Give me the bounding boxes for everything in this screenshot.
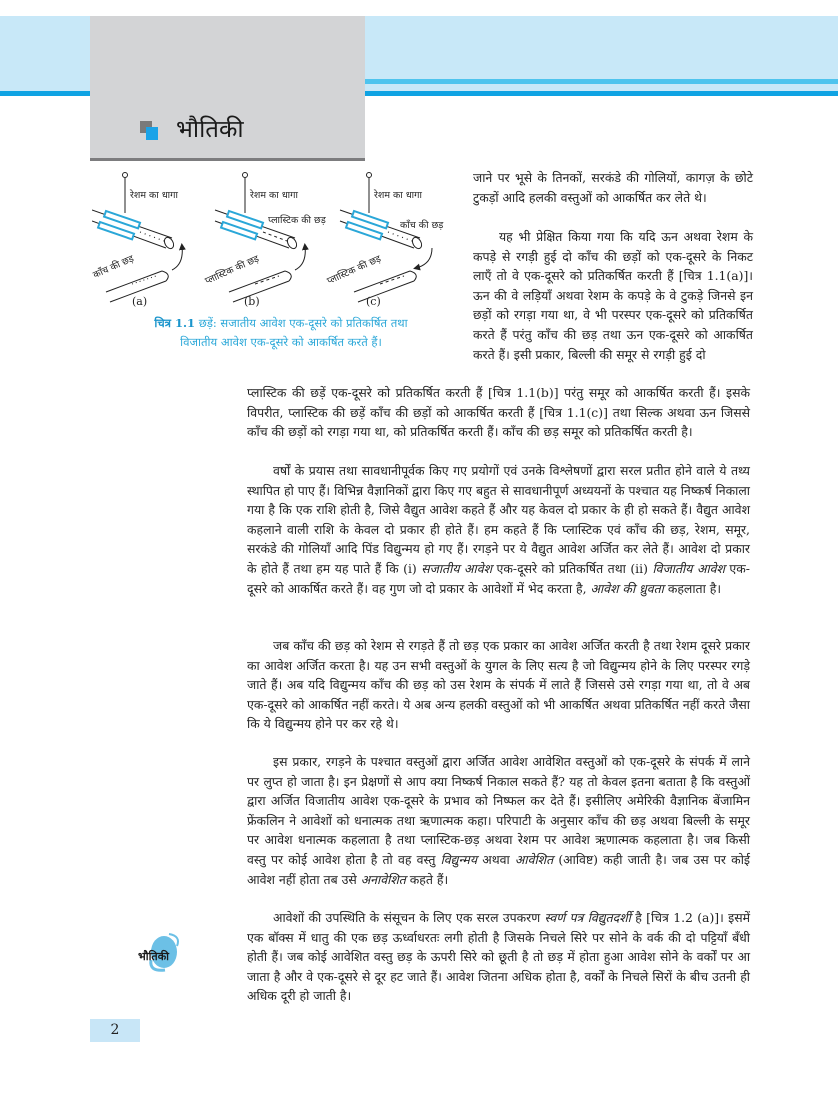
p3-term-polarity: आवेश की ध्रुवता — [590, 580, 664, 596]
p6-term-electroscope: स्वर्ण पत्र विद्युतदर्शी — [544, 910, 631, 925]
p5-term-neutral: अनावेशित — [360, 871, 406, 887]
paragraph-right-1: जाने पर भूसे के तिनकों, सरकंडे की गोलियों, कागज़ के छोटे टुकड़ों आदि हलकी वस्तुओं को आकर्षित कर लेते थे। — [473, 170, 753, 205]
caption-text-line2: विजातीय आवेश एक-दूसरे को आकर्षित करते हैं। — [180, 335, 382, 349]
label-plastic-rod-b-upper: प्लास्टिक की छड़ — [268, 215, 326, 226]
p3-text-b: एक-दूसरे को प्रतिकर्षित तथा (ii) — [492, 560, 653, 576]
p3-text-d: कहलाता है। — [663, 580, 722, 596]
header-thin-rule — [365, 79, 838, 84]
p3-term-unlike-charges: विजातीय आवेश — [652, 560, 725, 576]
paragraph-2-continued: प्लास्टिक की छड़ें एक-दूसरे को प्रतिकर्षित करती हैं [चित्र 1.1(b)] परंतु समूर को आकर्षित करती हैं। इसके विपरीत, प्लास्टिक की छड़ें काँच की छड़ों को आकर्षित करती हैं [चित्र 1.1(c)] तथा सिल्क अथवा ऊन जिससे काँच की छड़ों को रगड़ा गया था, को प्रतिकर्षित करती हैं। काँच की छड़ समूर को प्रतिकर्षित करती है। — [247, 385, 750, 440]
blue-square — [146, 127, 158, 140]
sublabel-b: (b) — [244, 295, 260, 308]
paragraph-6 — [247, 908, 750, 1006]
p5-term-electrified: विद्युन्मय — [440, 851, 478, 867]
p6-text-b: है [चित्र 1.2 (a)]। इसमें एक बॉक्स में धातु की एक छड़ ऊर्ध्वाधरतः लगी होती है जिसके निचले सिरे पर सोने के वर्क की दो पट्टियाँ बँधी होती हैं। जब कोई आवेशित वस्तु छड़ के ऊपरी सिरे को छूती है तो छड़ में होता हुआ आवेश सोने के वर्कों पर आ जाता है और वे एक-दूसरे से दूर हट जाते हैं। आवेश जितना अधिक होता है, वर्कों के निचले सिरों के बीच उतनी ही अधिक दूरी हो जाती है। — [247, 910, 750, 1004]
p3-text-c: एक-दूसरे को आकर्षित करते हैं। वह गुण जो दो प्रकार के आवेशों में भेद करता है, — [247, 560, 750, 596]
p6-text-a: आवेशों की उपस्थिति के संसूचन के लिए एक सरल उपकरण — [273, 910, 545, 925]
p5-text-a: इस प्रकार, रगड़ने के पश्चात वस्तुओं द्वारा अर्जित आवेश आवेशित वस्तुओं को एक-दूसरे के संपर्क में लाने पर लुप्त हो जाता है। इन प्रेक्षणों से आप क्या निष्कर्ष निकाल सकते हैं? यह तो केवल इतना बताता है कि वस्तुओं द्वारा अर्जित विजातीय आवेश एक-दूसरे के प्रभाव को निष्फल कर देते हैं। इसीलिए अमेरिकी वैज्ञानिक बेंजामिन फ्रेंकलिन ने आवेशों को धनात्मक तथा ऋणात्मक कहा। परिपाटी के अनुसार काँच की छड़ अथवा बिल्ली के समूर पर आवेश धनात्मक कहलाता है तथा प्लास्टिक-छड़ अथवा रेशम पर आवेश ऋणात्मक कहलाता है। जब किसी वस्तु पर कोई आवेश होता है तो वह वस्तु — [247, 754, 750, 867]
figure-caption — [96, 314, 466, 352]
sublabel-c: (c) — [366, 295, 381, 308]
label-glass-rod-c-upper: काँच की छड़ — [400, 220, 444, 231]
subject-title: भौतिकी — [176, 115, 244, 143]
p5-term-charged: आवेशित — [514, 851, 554, 867]
p3-text-a: वर्षों के प्रयास तथा सावधानीपूर्वक किए गए प्रयोगों एवं उनके विश्लेषणों द्वारा सरल प्रतीत होने वाले ये तथ्य स्थापित हो पाए हैं। विभिन्न वैज्ञानिकों द्वारा किए गए बहुत से सावधानीपूर्ण अध्ययनों के पश्चात यह निष्कर्ष निकाला गया है कि एक राशि होती है, जिसे वैद्युत आवेश कहते हैं और यह केवल दो प्रकार के ही हो सकते हैं। वैद्युत आवेश कहलाने वाली राशि के केवल दो प्रकार ही होते हैं। हम कहते हैं कि प्लास्टिक एवं काँच की छड़, रेशम, समूर, सरकंडे की गोलियाँ आदि पिंड विद्युन्मय हो गए हैं। रगड़ने पर ये वैद्युत आवेश अर्जित कर लेते हैं। आवेश दो प्रकार के होते हैं तथा हम यह पाते हैं कि (i) — [247, 463, 750, 576]
sublabel-a: (a) — [132, 295, 148, 308]
paragraph-4: जब काँच की छड़ को रेशम से रगड़ते हैं तो छड़ एक प्रकार का आवेश अर्जित करती है तथा रेशम दूसरे प्रकार का आवेश अर्जित करता है। यह उन सभी वस्तुओं के युगल के लिए सत्य है जो विद्युन्मय होने के लिए परस्पर रगड़े जाते हैं। अब यदि विद्युन्मय काँच की छड़ को उस रेशम के संपर्क में लाते हैं जिससे उसे रगड़ा गया था, तो वे अब एक-दूसरे को आकर्षित नहीं करते। ये अब अन्य हलकी वस्तुओं को भी आकर्षित अथवा प्रतिकर्षित नहीं करते जैसा कि ये विद्युन्मय होने पर कर रहे थे। — [247, 638, 750, 732]
label-silk-thread-c: रेशम का धागा — [374, 190, 422, 201]
label-plastic-rod-c-lower: प्लास्टिक की छड़ — [325, 253, 383, 287]
page-number: 2 — [110, 1022, 120, 1038]
p5-text-d: कहते हैं। — [405, 871, 449, 887]
caption-number: चित्र 1.1 — [154, 316, 196, 330]
label-glass-rod-a-lower: काँच की छड़ — [91, 253, 136, 281]
label-silk-thread-a: रेशम का धागा — [130, 190, 178, 201]
two-squares-icon — [140, 121, 160, 141]
p5-text-c: (आविष्ट) कही जाती है। जब उस पर कोई आवेश नहीं होता तब उसे — [247, 851, 750, 887]
paragraph-3 — [247, 461, 750, 598]
p5-text-b: अथवा — [477, 851, 515, 867]
p3-term-like-charges: सजातीय आवेश — [421, 560, 493, 576]
caption-text-line1: छड़ें: सजातीय आवेश एक-दूसरे को प्रतिकर्षित तथा — [198, 316, 408, 330]
paragraph-right-2: यह भी प्रेक्षित किया गया कि यदि ऊन अथवा रेशम के कपड़े से रगड़ी हुई दो काँच की छड़ों को एक-दूसरे के निकट लाएँ तो वे एक-दूसरे को प्रतिकर्षित करती हैं [चित्र 1.1(a)]। ऊन की वे लड़ियाँ अथवा रेशम के कपड़े के वे टुकड़े जिनसे इन छड़ों को रगड़ा गया था, वे भी परस्पर एक-दूसरे को प्रतिकर्षित करते हैं परंतु काँच की छड़ तथा ऊन एक-दूसरे को आकर्षित करते हैं। इसी प्रकार, बिल्ली की समूर से रगड़ी हुई दो — [473, 229, 753, 362]
label-plastic-rod-b-lower: प्लास्टिक की छड़ — [203, 253, 261, 287]
side-logo-text: भौतिकी — [138, 950, 169, 963]
header-gap — [365, 84, 838, 91]
header-tab-underline — [90, 158, 365, 161]
paragraph-5 — [247, 752, 750, 889]
label-silk-thread-b: रेशम का धागा — [250, 190, 298, 201]
